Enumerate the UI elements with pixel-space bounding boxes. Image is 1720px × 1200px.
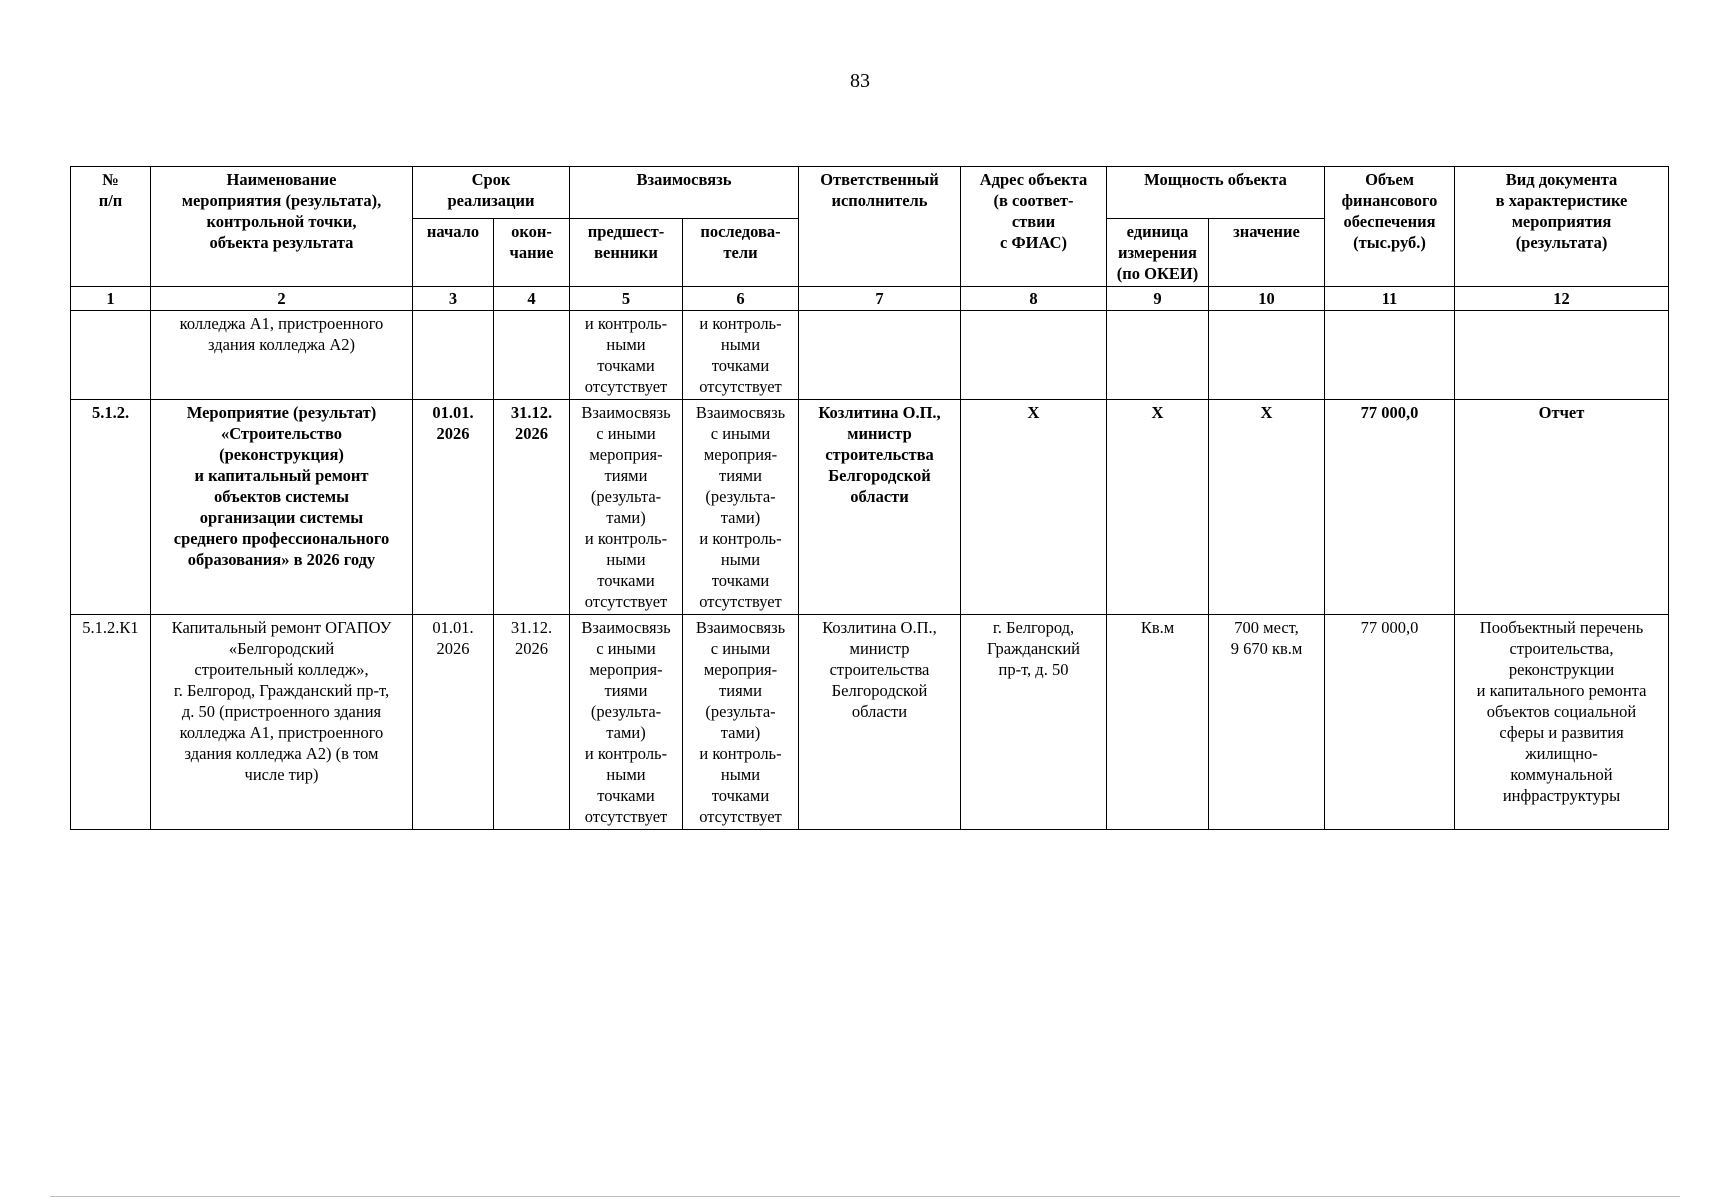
column-number: 2 (151, 287, 413, 311)
row-document: Пообъектный перечень строительства, реконструкции и капитального ремонта объектов социальной сферы и развития жилищно- коммунальной инфраструктуры (1455, 615, 1669, 830)
column-number: 5 (570, 287, 683, 311)
page-bottom-rule (50, 1196, 1680, 1197)
column-number: 6 (683, 287, 799, 311)
row-number: 5.1.2. (71, 400, 151, 615)
row-unit: Х (1107, 400, 1209, 615)
row-number (71, 311, 151, 400)
row-finance (1325, 311, 1455, 400)
header-start: начало (413, 219, 494, 287)
row-start (413, 311, 494, 400)
header-finance: Объем финансового обеспечения (тыс.руб.) (1325, 167, 1455, 287)
column-number: 12 (1455, 287, 1669, 311)
row-predecessors: и контроль- ными точками отсутствует (570, 311, 683, 400)
table-row (71, 615, 1669, 830)
row-address (961, 311, 1107, 400)
header-name: Наименование мероприятия (результата), контрольной точки, объекта результата (151, 167, 413, 287)
column-number: 10 (1209, 287, 1325, 311)
row-name: колледжа А1, пристроенного здания колледжа А2) (151, 311, 413, 400)
column-number: 7 (799, 287, 961, 311)
row-unit (1107, 311, 1209, 400)
row-end: 31.12. 2026 (494, 615, 570, 830)
row-finance: 77 000,0 (1325, 400, 1455, 615)
header-unit: единица измерения (по ОКЕИ) (1107, 219, 1209, 287)
column-number: 8 (961, 287, 1107, 311)
column-number: 4 (494, 287, 570, 311)
column-number: 9 (1107, 287, 1209, 311)
row-responsible: Козлитина О.П., министр строительства Белгородской области (799, 400, 961, 615)
row-start: 01.01. 2026 (413, 615, 494, 830)
header-capacity: Мощность объекта (1107, 167, 1325, 219)
header-document-type: Вид документа в характеристике мероприятия (результата) (1455, 167, 1669, 287)
row-end (494, 311, 570, 400)
header-end: окон- чание (494, 219, 570, 287)
header-address: Адрес объекта (в соответ- ствии с ФИАС) (961, 167, 1107, 287)
row-document (1455, 311, 1669, 400)
row-number: 5.1.2.К1 (71, 615, 151, 830)
header-successors: последова- тели (683, 219, 799, 287)
header-predecessors: предшест- венники (570, 219, 683, 287)
row-value: 700 мест, 9 670 кв.м (1209, 615, 1325, 830)
row-end: 31.12. 2026 (494, 400, 570, 615)
row-predecessors: Взаимосвязь с иными мероприя- тиями (результа- тами) и контроль- ными точками отсутствует (570, 615, 683, 830)
row-name: Капитальный ремонт ОГАПОУ «Белгородский строительный колледж», г. Белгород, Гражданский пр-т, д. 50 (пристроенного здания колледжа А1, пристроенного здания колледжа А2) (в том числе тир) (151, 615, 413, 830)
row-value (1209, 311, 1325, 400)
row-responsible: Козлитина О.П., министр строительства Белгородской области (799, 615, 961, 830)
row-value: Х (1209, 400, 1325, 615)
column-number: 1 (71, 287, 151, 311)
activities-table (70, 166, 1669, 830)
header-number: № п/п (71, 167, 151, 287)
column-number: 11 (1325, 287, 1455, 311)
row-successors: и контроль- ными точками отсутствует (683, 311, 799, 400)
header-responsible: Ответственный исполнитель (799, 167, 961, 287)
page-number: 83 (850, 70, 870, 92)
table-header (71, 167, 1669, 311)
row-name: Мероприятие (результат) «Строительство (реконструкция) и капитальный ремонт объектов системы организации системы среднего профессионального образования» в 2026 году (151, 400, 413, 615)
column-number: 3 (413, 287, 494, 311)
row-address: г. Белгород, Гражданский пр-т, д. 50 (961, 615, 1107, 830)
row-address: Х (961, 400, 1107, 615)
row-start: 01.01. 2026 (413, 400, 494, 615)
row-successors: Взаимосвязь с иными мероприя- тиями (результа- тами) и контроль- ными точками отсутствует (683, 400, 799, 615)
header-value: значение (1209, 219, 1325, 287)
row-unit: Кв.м (1107, 615, 1209, 830)
header-relations: Взаимосвязь (570, 167, 799, 219)
column-numbers-row (71, 287, 1669, 311)
row-predecessors: Взаимосвязь с иными мероприя- тиями (результа- тами) и контроль- ными точками отсутствует (570, 400, 683, 615)
row-successors: Взаимосвязь с иными мероприя- тиями (результа- тами) и контроль- ными точками отсутствует (683, 615, 799, 830)
header-period: Срок реализации (413, 167, 570, 219)
table-row (71, 400, 1669, 615)
table-row (71, 311, 1669, 400)
row-finance: 77 000,0 (1325, 615, 1455, 830)
row-document: Отчет (1455, 400, 1669, 615)
row-responsible (799, 311, 961, 400)
